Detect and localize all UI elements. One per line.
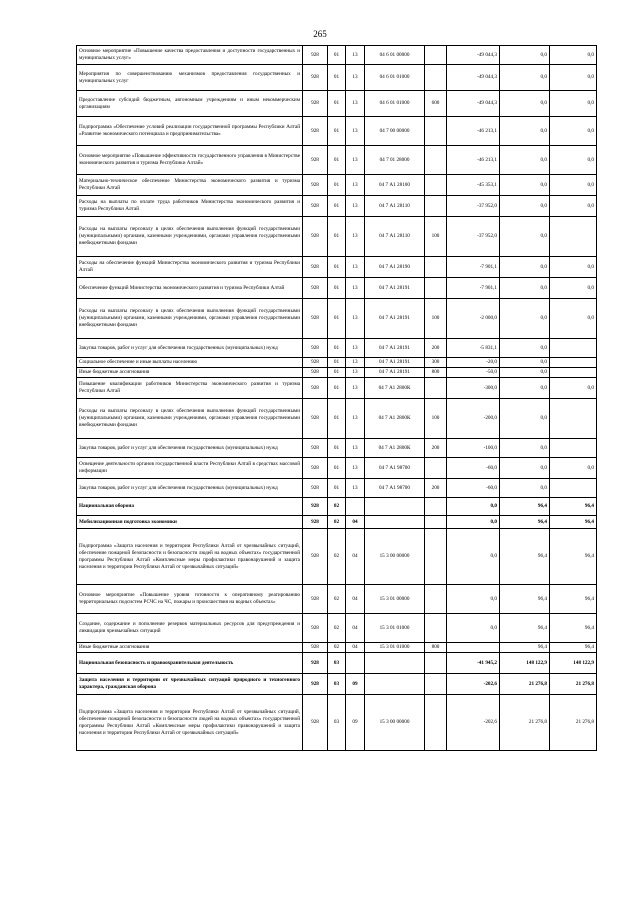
- row-subsection: 13: [346, 299, 365, 339]
- table-row: [77, 399, 597, 439]
- row-amount-2: 0,0: [500, 91, 550, 117]
- budget-table: [76, 45, 597, 751]
- row-section: 01: [328, 46, 346, 65]
- row-amount-2: 0,0: [500, 117, 550, 146]
- row-expense-type: 200: [425, 339, 447, 358]
- row-target-article: 04 7 А1 28191: [365, 299, 425, 339]
- row-amount-2: 0,0: [500, 299, 550, 339]
- row-section: 02: [328, 529, 346, 585]
- table-row: [77, 91, 597, 117]
- row-subsection: 13: [346, 368, 365, 378]
- row-amount-2: 0,0: [500, 46, 550, 65]
- table-row: [77, 299, 597, 339]
- row-target-article: 04 7 А1 28110: [365, 196, 425, 217]
- row-ministry-code: 928: [303, 498, 328, 516]
- row-ministry-code: 928: [303, 117, 328, 146]
- row-amount-1: 0,0: [447, 529, 500, 585]
- row-amount-3: 96,4: [550, 529, 597, 585]
- row-section: 01: [328, 299, 346, 339]
- row-expense-type: [425, 196, 447, 217]
- row-section: 02: [328, 585, 346, 614]
- row-expense-type: [425, 674, 447, 695]
- table-row: [77, 378, 597, 399]
- row-name: Закупка товаров, работ и услуг для обеспечения государственных (муниципальных) нужд: [77, 479, 303, 498]
- row-subsection: 13: [346, 358, 365, 368]
- row-subsection: [346, 498, 365, 516]
- row-target-article: 04 7 А1 98700: [365, 479, 425, 498]
- row-ministry-code: 928: [303, 529, 328, 585]
- page-number: 265: [313, 29, 327, 39]
- row-expense-type: [425, 695, 447, 751]
- row-target-article: 15 3 01 01000: [365, 614, 425, 643]
- table-row: [77, 146, 597, 175]
- row-amount-1: 0,0: [447, 516, 500, 529]
- row-amount-1: -41 945,2: [447, 653, 500, 674]
- row-amount-3: 0,0: [550, 91, 597, 117]
- row-amount-3: 0,0: [550, 196, 597, 217]
- row-amount-1: [447, 643, 500, 653]
- row-subsection: 13: [346, 257, 365, 278]
- row-expense-type: 200: [425, 479, 447, 498]
- row-amount-1: 0,0: [447, 498, 500, 516]
- row-subsection: 04: [346, 516, 365, 529]
- row-subsection: 04: [346, 529, 365, 585]
- row-name: Предоставление субсидий бюджетным, автономным учреждениям и иным некоммерческим организациям: [77, 91, 303, 117]
- table-row: [77, 358, 597, 368]
- table-row: [77, 516, 597, 529]
- row-section: 01: [328, 91, 346, 117]
- row-name: Материально-техническое обеспечение Министерства экономического развития и туризма Республики Алтай: [77, 175, 303, 196]
- table-row: [77, 498, 597, 516]
- row-amount-2: 96,4: [500, 498, 550, 516]
- row-name: Освещение деятельности органов государственной власти Республики Алтай в средствах массовой информации: [77, 458, 303, 479]
- row-amount-2: 0,0: [500, 399, 550, 439]
- row-target-article: [365, 516, 425, 529]
- row-subsection: 13: [346, 46, 365, 65]
- row-amount-3: 96,4: [550, 498, 597, 516]
- row-name: Расходы на обеспечение функций Министерства экономического развития и туризма Республики Алтай: [77, 257, 303, 278]
- row-target-article: 04 7 А1 2800К: [365, 439, 425, 458]
- row-ministry-code: 928: [303, 378, 328, 399]
- row-expense-type: 300: [425, 358, 447, 368]
- row-amount-1: -200,0: [447, 399, 500, 439]
- row-ministry-code: 928: [303, 653, 328, 674]
- row-expense-type: 600: [425, 91, 447, 117]
- row-amount-2: 0,0: [500, 278, 550, 299]
- row-expense-type: [425, 498, 447, 516]
- row-amount-2: 0,0: [500, 257, 550, 278]
- row-amount-1: -49 044,3: [447, 91, 500, 117]
- row-expense-type: [425, 117, 447, 146]
- row-amount-3: [550, 217, 597, 257]
- row-amount-1: 0,0: [447, 614, 500, 643]
- row-subsection: 13: [346, 278, 365, 299]
- row-amount-2: 0,0: [500, 196, 550, 217]
- row-expense-type: [425, 46, 447, 65]
- table-row: [77, 278, 597, 299]
- row-section: 01: [328, 458, 346, 479]
- row-amount-2: 96,4: [500, 529, 550, 585]
- row-ministry-code: 928: [303, 643, 328, 653]
- row-amount-3: 96,4: [550, 643, 597, 653]
- row-expense-type: [425, 653, 447, 674]
- table-row: [77, 117, 597, 146]
- row-ministry-code: 928: [303, 674, 328, 695]
- table-row: [77, 257, 597, 278]
- row-amount-1: -49 044,3: [447, 46, 500, 65]
- row-amount-3: 0,0: [550, 65, 597, 91]
- row-ministry-code: 928: [303, 217, 328, 257]
- row-amount-2: 0,0: [500, 368, 550, 378]
- row-section: 01: [328, 339, 346, 358]
- row-amount-3: 96,4: [550, 516, 597, 529]
- row-target-article: 15 3 00 00000: [365, 695, 425, 751]
- row-subsection: 13: [346, 339, 365, 358]
- row-ministry-code: 928: [303, 516, 328, 529]
- row-name: Расходы на выплаты по оплате труда работников Министерства экономического развития и туризма Республики Алтай: [77, 196, 303, 217]
- row-name: Повышение квалификации работников Министерства экономического развития и туризма Республики Алтай: [77, 378, 303, 399]
- row-amount-1: -300,0: [447, 378, 500, 399]
- row-amount-1: -7 901,1: [447, 278, 500, 299]
- row-name: Иные бюджетные ассигнования: [77, 368, 303, 378]
- row-expense-type: 800: [425, 643, 447, 653]
- row-name: Основное мероприятие «Повышение уровня готовности к оперативному реагированию территориальных подсистем РСЧС на ЧС, пожары и происшествия на водных объектах»: [77, 585, 303, 614]
- row-amount-1: -49 044,3: [447, 65, 500, 91]
- row-expense-type: 100: [425, 399, 447, 439]
- row-amount-3: 96,4: [550, 585, 597, 614]
- row-amount-1: -5 831,1: [447, 339, 500, 358]
- row-section: 01: [328, 399, 346, 439]
- row-amount-2: 0,0: [500, 378, 550, 399]
- row-amount-1: -7 901,1: [447, 257, 500, 278]
- row-expense-type: [425, 378, 447, 399]
- row-subsection: 04: [346, 614, 365, 643]
- row-amount-3: [550, 358, 597, 368]
- table-row: [77, 643, 597, 653]
- row-amount-3: 0,0: [550, 175, 597, 196]
- row-amount-1: -202,6: [447, 674, 500, 695]
- row-expense-type: [425, 175, 447, 196]
- row-section: 02: [328, 516, 346, 529]
- row-target-article: [365, 674, 425, 695]
- row-subsection: 13: [346, 378, 365, 399]
- row-amount-3: [550, 399, 597, 439]
- row-section: 03: [328, 674, 346, 695]
- table-row: [77, 585, 597, 614]
- row-ministry-code: 928: [303, 175, 328, 196]
- row-subsection: 13: [346, 458, 365, 479]
- row-ministry-code: 928: [303, 358, 328, 368]
- row-name: Основное мероприятие «Повышение качества предоставления и доступности государственных и муниципальных услуг»: [77, 46, 303, 65]
- row-name: Защита населения и территории от чрезвычайных ситуаций природного и техногенного характера, гражданская оборона: [77, 674, 303, 695]
- row-target-article: 04 7 А1 28110: [365, 217, 425, 257]
- row-section: 01: [328, 217, 346, 257]
- row-amount-2: 96,4: [500, 614, 550, 643]
- row-ministry-code: 928: [303, 368, 328, 378]
- row-amount-1: -100,0: [447, 439, 500, 458]
- row-target-article: [365, 653, 425, 674]
- row-subsection: [346, 653, 365, 674]
- row-target-article: 15 3 00 00000: [365, 529, 425, 585]
- row-ministry-code: 928: [303, 458, 328, 479]
- table-row: [77, 479, 597, 498]
- row-amount-2: 21 276,8: [500, 674, 550, 695]
- row-name: Подпрограмма «Обеспечение условий реализации государственной программы Республики Алтай «Развитие экономического потенциала и предпринимательства»: [77, 117, 303, 146]
- row-name: Расходы на выплаты персоналу в целях обеспечения выполнения функций государственными (муниципальными) органами, казенными учреждениями, органами управления государственными внебюджетными фондами: [77, 399, 303, 439]
- row-name: Национальная безопасность и правоохранительная деятельность: [77, 653, 303, 674]
- row-amount-3: [550, 368, 597, 378]
- row-amount-2: 96,4: [500, 516, 550, 529]
- row-expense-type: [425, 146, 447, 175]
- row-section: 01: [328, 439, 346, 458]
- row-amount-3: 21 276,8: [550, 695, 597, 751]
- row-name: Иные бюджетные ассигнования: [77, 643, 303, 653]
- row-amount-2: 0,0: [500, 65, 550, 91]
- row-subsection: 13: [346, 439, 365, 458]
- row-section: 01: [328, 196, 346, 217]
- row-section: 01: [328, 257, 346, 278]
- row-subsection: 09: [346, 674, 365, 695]
- row-amount-1: -60,0: [447, 479, 500, 498]
- row-expense-type: 100: [425, 299, 447, 339]
- row-subsection: 13: [346, 65, 365, 91]
- row-target-article: 04 6 01 01000: [365, 91, 425, 117]
- row-target-article: 04 6 01 01000: [365, 65, 425, 91]
- row-name: Мобилизационная подготовка экономики: [77, 516, 303, 529]
- row-ministry-code: 928: [303, 339, 328, 358]
- row-subsection: 09: [346, 695, 365, 751]
- row-amount-1: -45 353,1: [447, 175, 500, 196]
- row-name: Социальное обеспечение и иные выплаты населению: [77, 358, 303, 368]
- table-row: [77, 65, 597, 91]
- row-expense-type: 800: [425, 368, 447, 378]
- row-ministry-code: 928: [303, 585, 328, 614]
- row-subsection: 13: [346, 91, 365, 117]
- row-section: 03: [328, 653, 346, 674]
- row-target-article: 04 7 А1 2800К: [365, 399, 425, 439]
- row-ministry-code: 928: [303, 257, 328, 278]
- row-section: 01: [328, 175, 346, 196]
- row-ministry-code: 928: [303, 196, 328, 217]
- row-amount-1: -46 213,1: [447, 117, 500, 146]
- row-section: 02: [328, 614, 346, 643]
- row-target-article: 04 7 А1 28191: [365, 339, 425, 358]
- row-amount-3: 21 276,8: [550, 674, 597, 695]
- table-row: [77, 439, 597, 458]
- table-row: [77, 458, 597, 479]
- row-ministry-code: 928: [303, 614, 328, 643]
- row-subsection: 13: [346, 217, 365, 257]
- row-subsection: 04: [346, 643, 365, 653]
- row-target-article: 04 7 А1 28190: [365, 257, 425, 278]
- row-subsection: 13: [346, 399, 365, 439]
- row-ministry-code: 928: [303, 91, 328, 117]
- row-target-article: 04 7 А1 28191: [365, 278, 425, 299]
- row-amount-1: -37 952,0: [447, 196, 500, 217]
- table-row: [77, 674, 597, 695]
- row-amount-1: -2 000,0: [447, 299, 500, 339]
- row-amount-3: 0,0: [550, 257, 597, 278]
- table-row: [77, 368, 597, 378]
- row-amount-3: [550, 339, 597, 358]
- row-amount-2: 96,4: [500, 585, 550, 614]
- row-section: 01: [328, 117, 346, 146]
- row-amount-2: 0,0: [500, 358, 550, 368]
- row-amount-2: 0,0: [500, 339, 550, 358]
- table-row: [77, 653, 597, 674]
- row-target-article: 04 7 А1 28191: [365, 358, 425, 368]
- table-row: [77, 196, 597, 217]
- row-expense-type: [425, 278, 447, 299]
- row-subsection: 13: [346, 117, 365, 146]
- row-amount-2: 0,0: [500, 458, 550, 479]
- row-section: 02: [328, 643, 346, 653]
- row-name: Закупка товаров, работ и услуг для обеспечения государственных (муниципальных) нужд: [77, 339, 303, 358]
- row-name: Основное мероприятие «Повышение эффективности государственного управления в Министерстве экономического развития и туризма Республики Алтай»: [77, 146, 303, 175]
- row-section: 01: [328, 146, 346, 175]
- row-ministry-code: 928: [303, 399, 328, 439]
- row-name: Подпрограмма «Защита населения и территории Республики Алтай от чрезвычайных ситуаций, обеспечение пожарной безопасности и безопасности людей на водных объектах» государственной программы Республики Алтай «Комплексные меры профилактики правонарушений и защита населения и территории Республики Алтай от чрезвычайных ситуаций»: [77, 529, 303, 585]
- row-expense-type: 200: [425, 439, 447, 458]
- table-row: [77, 339, 597, 358]
- row-amount-2: 0,0: [500, 479, 550, 498]
- row-expense-type: [425, 257, 447, 278]
- row-amount-3: 148 122,9: [550, 653, 597, 674]
- row-target-article: 04 7 А1 2800К: [365, 378, 425, 399]
- row-target-article: 15 3 01 00000: [365, 585, 425, 614]
- row-amount-3: 0,0: [550, 146, 597, 175]
- row-amount-2: 148 122,9: [500, 653, 550, 674]
- row-section: 01: [328, 278, 346, 299]
- row-amount-2: 21 276,8: [500, 695, 550, 751]
- row-target-article: 04 7 А1 98700: [365, 458, 425, 479]
- row-subsection: 13: [346, 175, 365, 196]
- row-amount-3: 0,0: [550, 458, 597, 479]
- row-target-article: 04 6 01 00000: [365, 46, 425, 65]
- row-amount-2: 0,0: [500, 217, 550, 257]
- row-target-article: [365, 498, 425, 516]
- row-amount-3: [550, 439, 597, 458]
- row-ministry-code: 928: [303, 299, 328, 339]
- row-name: Национальная оборона: [77, 498, 303, 516]
- row-subsection: 13: [346, 146, 365, 175]
- row-name: Расходы на выплаты персоналу в целях обеспечения выполнения функций государственными (муниципальными) органами, казенными учреждениями, органами управления государственными внебюджетными фондами: [77, 299, 303, 339]
- table-row: [77, 46, 597, 65]
- row-name: Расходы на выплаты персоналу в целях обеспечения выполнения функций государственными (муниципальными) органами, казенными учреждениями, органами управления государственными внебюджетными фондами: [77, 217, 303, 257]
- row-section: 03: [328, 695, 346, 751]
- row-name: Мероприятия по совершенствованию механизмов предоставления государственных и муниципальных услуг: [77, 65, 303, 91]
- row-amount-1: 0,0: [447, 585, 500, 614]
- row-amount-1: -46 213,1: [447, 146, 500, 175]
- row-ministry-code: 928: [303, 439, 328, 458]
- row-amount-1: -60,0: [447, 458, 500, 479]
- row-name: Закупка товаров, работ и услуг для обеспечения государственных (муниципальных) нужд: [77, 439, 303, 458]
- row-target-article: 04 7 А1 28100: [365, 175, 425, 196]
- row-amount-2: 96,4: [500, 643, 550, 653]
- row-section: 01: [328, 368, 346, 378]
- row-name: Подпрограмма «Защита населения и территории Республики Алтай от чрезвычайных ситуаций, обеспечение пожарной безопасности и безопасности людей на водных объектах» государственной программы Республики Алтай «Комплексные меры профилактики правонарушений и защита населения и территории Республики Алтай от чрезвычайных ситуаций»: [77, 695, 303, 751]
- row-expense-type: 100: [425, 217, 447, 257]
- budget-table-body: [77, 46, 597, 751]
- row-section: 01: [328, 358, 346, 368]
- row-amount-1: -37 952,0: [447, 217, 500, 257]
- row-section: 01: [328, 479, 346, 498]
- row-section: 01: [328, 378, 346, 399]
- row-expense-type: [425, 458, 447, 479]
- row-target-article: 15 3 01 01000: [365, 643, 425, 653]
- row-ministry-code: 928: [303, 278, 328, 299]
- row-expense-type: [425, 585, 447, 614]
- row-amount-2: 0,0: [500, 439, 550, 458]
- row-expense-type: [425, 516, 447, 529]
- row-subsection: 04: [346, 585, 365, 614]
- row-target-article: 04 7 01 28000: [365, 146, 425, 175]
- row-ministry-code: 928: [303, 695, 328, 751]
- row-amount-2: 0,0: [500, 175, 550, 196]
- row-amount-3: 0,0: [550, 299, 597, 339]
- row-amount-3: 0,0: [550, 117, 597, 146]
- row-section: 01: [328, 65, 346, 91]
- row-ministry-code: 928: [303, 65, 328, 91]
- row-name: Обеспечение функций Министерства экономического развития и туризма Республики Алтай: [77, 278, 303, 299]
- row-amount-1: -50,0: [447, 368, 500, 378]
- row-expense-type: [425, 529, 447, 585]
- table-row: [77, 695, 597, 751]
- row-subsection: 13: [346, 196, 365, 217]
- row-target-article: 04 7 00 00000: [365, 117, 425, 146]
- row-amount-3: 0,0: [550, 278, 597, 299]
- row-expense-type: [425, 614, 447, 643]
- row-ministry-code: 928: [303, 146, 328, 175]
- table-row: [77, 529, 597, 585]
- row-name: Создание, содержание и пополнение резервов материальных ресурсов для предупреждения и ликвидации чрезвычайных ситуаций: [77, 614, 303, 643]
- table-row: [77, 217, 597, 257]
- row-expense-type: [425, 65, 447, 91]
- row-amount-3: 0,0: [550, 46, 597, 65]
- row-amount-1: -202,6: [447, 695, 500, 751]
- row-amount-3: [550, 479, 597, 498]
- row-amount-3: 96,4: [550, 614, 597, 643]
- row-ministry-code: 928: [303, 479, 328, 498]
- row-amount-3: 0,0: [550, 378, 597, 399]
- table-row: [77, 175, 597, 196]
- row-target-article: 04 7 А1 28191: [365, 368, 425, 378]
- row-subsection: 13: [346, 479, 365, 498]
- row-ministry-code: 928: [303, 46, 328, 65]
- row-amount-2: 0,0: [500, 146, 550, 175]
- row-section: 02: [328, 498, 346, 516]
- table-row: [77, 614, 597, 643]
- row-amount-1: -20,0: [447, 358, 500, 368]
